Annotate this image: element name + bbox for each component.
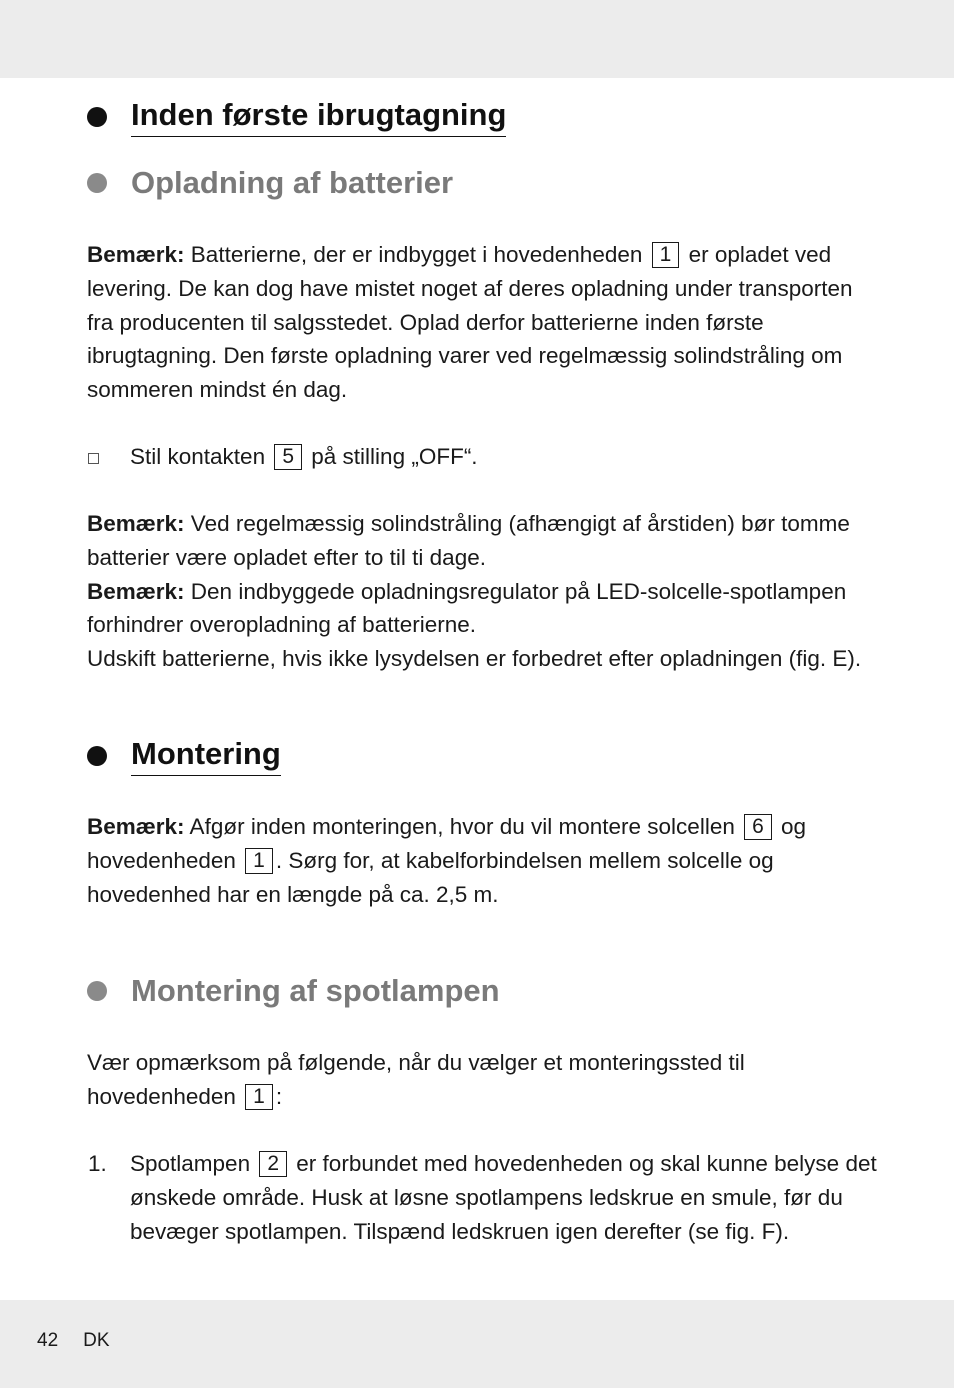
replace-batteries-text: Udskift batterierne, hvis ikke lysydelsen er forbedret efter opladningen (fig. E). xyxy=(87,646,862,672)
checkbox-square-icon xyxy=(88,453,99,464)
ref-box: 2 xyxy=(259,1151,287,1177)
paragraph-notes-charging: Bemærk: Ved regelmæssig solindstråling (afhængigt af årstiden) bør tomme batterier være opladet efter to til ti dage. Bemærk: Den indbyggede opladningsregulator på LED-solcelle-spotlampen forhindrer overopladning af batterierne. Udskift batterierne, hvis ikke lysydelsen er forbedret efter opladningen (fig. E). xyxy=(87,507,877,676)
heading-bullet-icon xyxy=(87,981,107,1001)
page-footer xyxy=(37,1330,110,1352)
heading-opladning: Opladning af batterier xyxy=(87,165,453,201)
ref-box: 5 xyxy=(274,444,302,470)
heading-montering: Montering xyxy=(87,735,281,776)
note-label: Bemærk: xyxy=(87,511,185,536)
note-label: Bemærk: xyxy=(87,242,185,267)
ref-box: 1 xyxy=(652,242,680,268)
heading-bullet-icon xyxy=(87,107,107,127)
heading-inden-ibrugtagning: Inden første ibrugtagning xyxy=(87,96,506,137)
ref-box: 6 xyxy=(744,814,772,840)
note-label: Bemærk: xyxy=(87,578,185,604)
paragraph-note-batteries: Bemærk: Batterierne, der er indbygget i hovedenheden 1 er opladet ved levering. De kan dog have mistet noget af deres opladning under transporten fra producenten til salgsstedet. Oplad derfor batterierne inden første ibrugtagning. Den første opladning varer ved regelmæssig solindstråling om sommeren mindst én dag. xyxy=(87,242,853,403)
paragraph-note-montering: Bemærk: Afgør inden monteringen, hvor du vil montere solcellen 6 og hovedenheden 1 . Sørg for, at kabelforbindelsen mellem solcelle og hovedenhed har en længde på ca. 2,5 m. xyxy=(87,814,807,907)
bottom-band xyxy=(0,1300,954,1388)
paragraph-spot-intro: Vær opmærksom på følgende, når du vælger et monteringssted til hovedenheden 1 : xyxy=(87,1050,745,1109)
ref-box: 1 xyxy=(245,848,273,874)
step-number: 1. xyxy=(88,1151,107,1176)
ref-box: 1 xyxy=(245,1084,273,1110)
page-number: 42 xyxy=(37,1330,59,1351)
heading-montering-spotlampe: Montering af spotlampen xyxy=(87,973,500,1009)
heading-bullet-icon xyxy=(87,173,107,193)
language-code: DK xyxy=(83,1330,110,1351)
heading-bullet-icon xyxy=(87,746,107,766)
top-band xyxy=(0,0,954,78)
numbered-step-1: 1. Spotlampen 2 er forbundet med hovedenheden og skal kunne belyse det ønskede område. Husk at løsne spotlampens ledskrue en smule, før du bevæger spotlampen. Tilspænd ledskruen igen derefter (se fig. F). xyxy=(87,1147,887,1257)
note-label: Bemærk: xyxy=(87,814,185,839)
